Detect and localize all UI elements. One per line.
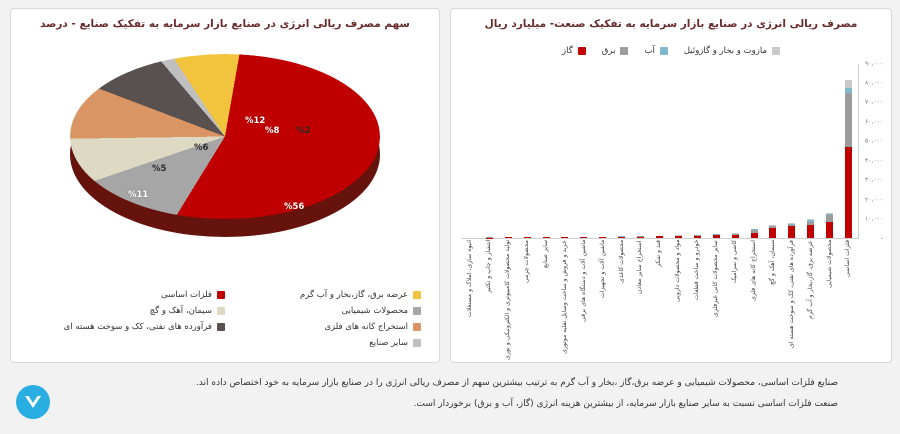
pie-legend-swatch-cement <box>217 307 225 315</box>
bar-chart-legend <box>451 46 891 56</box>
pie-face <box>70 54 380 219</box>
y-axis-ticks <box>859 60 885 243</box>
x-label-column <box>688 240 707 360</box>
x-axis-labels <box>461 240 858 360</box>
bar-segment-گاز <box>713 235 720 237</box>
x-axis-label: استخراج کانه های فلزی <box>749 239 757 301</box>
legend-column-right <box>225 290 421 354</box>
pie-legend-swatch-mining <box>413 323 421 331</box>
legend-label-mazut: مازوت و بخار و گازوئیل <box>683 45 767 56</box>
pie-label-red: %56 <box>284 201 305 212</box>
pie-legend-item-base-metals[interactable] <box>29 290 225 300</box>
charts-row <box>8 8 892 363</box>
legend-column-left <box>29 290 225 354</box>
bar-stack <box>561 237 568 238</box>
bar-stack <box>845 80 852 238</box>
pie-chart-panel <box>10 8 440 363</box>
bar-column[interactable] <box>782 64 801 238</box>
x-axis-label: محصولات شیمیایی <box>825 239 833 289</box>
x-label-column <box>839 240 858 360</box>
bar-segment-برق <box>826 215 833 222</box>
bar-segment-گاز <box>807 225 814 238</box>
x-axis-label: سایر محصولات کانی غیرفلزی <box>712 239 720 317</box>
legend-label-water: آب <box>644 45 655 56</box>
x-axis-label: خرید و فروش و ساخت وسایل نقلیه موتوری <box>560 239 568 354</box>
footer-notes <box>8 371 892 426</box>
bar-column[interactable] <box>763 64 782 238</box>
x-label-column <box>556 240 575 360</box>
pie-graphic <box>70 54 380 244</box>
bar-column[interactable] <box>480 64 499 238</box>
bar-segment-گاز <box>694 236 701 238</box>
bar-stack <box>769 225 776 238</box>
bar-chart-panel <box>450 8 892 363</box>
legend-swatch-water <box>660 47 668 55</box>
bar-column[interactable] <box>650 64 669 238</box>
legend-swatch-mazut <box>772 47 780 55</box>
pie-legend-item-petroleum[interactable] <box>29 322 225 332</box>
bar-segment-گاز <box>826 222 833 237</box>
legend-item-mazut[interactable] <box>684 46 780 56</box>
bar-stack <box>694 235 701 238</box>
x-axis-label: ماشین آلات و دستگاه های برقی <box>579 239 587 323</box>
bar-column[interactable] <box>745 64 764 238</box>
pie-label-cream: %5 <box>152 163 167 174</box>
pie-label-yellow: %12 <box>245 115 266 126</box>
bar-segment-برق <box>845 93 852 147</box>
bar-column[interactable] <box>556 64 575 238</box>
x-axis-label: انبوه سازی، املاک و مستغلات <box>466 239 474 317</box>
bar-series-container <box>461 64 858 238</box>
bar-column[interactable] <box>518 64 537 238</box>
x-label-column <box>782 240 801 360</box>
pie-legend-label-chemicals: محصولات شیمیایی <box>341 305 408 316</box>
x-axis-label: استخراج سایر معادن <box>636 239 644 294</box>
x-label-column <box>574 240 593 360</box>
brand-logo <box>16 385 50 419</box>
x-axis-label: مواد و محصولات دارویی <box>674 239 682 303</box>
pie-legend-label-other: سایر صنایع <box>369 337 408 348</box>
x-label-column <box>612 240 631 360</box>
pie-label-orange: %6 <box>194 142 209 153</box>
x-label-column <box>480 240 499 360</box>
legend-swatch-gas <box>578 47 586 55</box>
pie-slices[interactable] <box>70 54 380 219</box>
pie-legend-swatch-petroleum <box>217 323 225 331</box>
x-label-column <box>499 240 518 360</box>
pie-legend-label-cement: سیمان، آهک و گچ <box>149 305 212 316</box>
bar-stack <box>656 236 663 238</box>
bar-stack <box>713 234 720 237</box>
bar-column[interactable] <box>537 64 556 238</box>
x-axis-line <box>461 238 859 239</box>
y-tick-0: - <box>880 235 883 243</box>
x-axis-label: خودرو و ساخت قطعات <box>693 239 701 300</box>
pie-legend-item-chemicals[interactable] <box>225 306 421 316</box>
bar-segment-گاز <box>788 226 795 237</box>
pie-legend-item-cement[interactable] <box>29 306 225 316</box>
x-axis-label: سیمان، آهک و گچ <box>768 239 776 286</box>
bar-column[interactable] <box>593 64 612 238</box>
legend-item-gas[interactable] <box>562 46 586 56</box>
pie-legend-label-base-metals: فلزات اساسی <box>161 289 212 300</box>
bar-column[interactable] <box>801 64 820 238</box>
y-tick-7: ۷۰,۰۰۰ <box>864 98 883 106</box>
pie-chart-title: سهم مصرف ریالی انرژی در صنایع بازار سرمایه به تفکیک صنایع - درصد <box>40 18 410 30</box>
bar-column[interactable] <box>820 64 839 238</box>
y-tick-8: ۸۰,۰۰۰ <box>864 79 883 87</box>
x-label-column <box>763 240 782 360</box>
y-tick-5: ۵۰,۰۰۰ <box>864 137 883 145</box>
pie-legend-swatch-base-metals <box>217 291 225 299</box>
bar-column[interactable] <box>461 64 480 238</box>
y-tick-1: ۱۰,۰۰۰ <box>864 215 883 223</box>
x-label-column <box>669 240 688 360</box>
bar-segment-گاز <box>618 237 625 238</box>
bar-plot-area <box>457 60 885 360</box>
bar-stack <box>788 223 795 238</box>
legend-swatch-electricity <box>620 47 628 55</box>
y-tick-3: ۳۰,۰۰۰ <box>864 176 883 184</box>
bar-column[interactable] <box>574 64 593 238</box>
bar-column[interactable] <box>839 64 858 238</box>
pie-label-grey-small: %2 <box>296 125 311 136</box>
x-label-column <box>631 240 650 360</box>
pie-legend-label-petroleum: فرآورده های نفتی، کک و سوخت هسته ای <box>63 321 212 332</box>
bar-column[interactable] <box>612 64 631 238</box>
bar-stack <box>543 237 550 238</box>
bar-segment-گاز <box>751 233 758 238</box>
y-tick-2: ۲۰,۰۰۰ <box>864 196 883 204</box>
pie-label-grey: %11 <box>128 189 149 200</box>
y-tick-6: ۶۰,۰۰۰ <box>864 118 883 126</box>
bar-column[interactable] <box>631 64 650 238</box>
bar-segment-گاز <box>656 236 663 237</box>
bar-stack <box>732 233 739 237</box>
legend-item-electricity[interactable] <box>602 46 629 56</box>
x-axis-label: عرضه برق، گاز،بخار و آب گرم <box>806 239 814 319</box>
bar-stack <box>580 237 587 238</box>
pie-chart-legend <box>11 290 439 354</box>
bar-segment-گاز <box>637 237 644 238</box>
pie-legend-item-mining[interactable] <box>225 322 421 332</box>
bar-segment-گاز <box>599 237 606 238</box>
x-label-column <box>461 240 480 360</box>
bar-segment-گاز <box>845 147 852 238</box>
bar-stack <box>826 213 833 238</box>
bar-stack <box>807 219 814 238</box>
x-label-column <box>518 240 537 360</box>
bar-column[interactable] <box>499 64 518 238</box>
x-label-column <box>726 240 745 360</box>
x-axis-label: فلزات اساسی <box>844 239 852 277</box>
bar-stack <box>637 236 644 238</box>
pie-legend-item-electricity-supply[interactable] <box>225 290 421 300</box>
pie-label-darkgrey: %8 <box>265 125 280 136</box>
y-tick-9: ۹۰,۰۰۰ <box>864 60 883 68</box>
pie-legend-label-mining: استخراج کانه های فلزی <box>324 321 408 332</box>
pie-legend-swatch-electricity-supply <box>413 291 421 299</box>
pie-legend-item-other[interactable] <box>225 338 421 348</box>
x-label-column <box>745 240 764 360</box>
x-label-column <box>801 240 820 360</box>
bar-chart-title: مصرف ریالی انرژی در صنایع بازار سرمایه به تفکیک صنعت- میلیارد ریال <box>484 18 858 30</box>
bar-stack <box>618 236 625 237</box>
bar-column[interactable] <box>688 64 707 238</box>
x-label-column <box>650 240 669 360</box>
legend-label-electricity: برق <box>601 45 616 56</box>
footer-line-2: صنعت فلزات اساسی نسبت به سایر صنایع بازار سرمایه، از بیشترین هزینه انرژی (گاز، آب و برق) برخوردار است. <box>413 398 838 409</box>
x-axis-label: محصولات کاغذی <box>617 239 625 283</box>
bar-segment-گاز <box>732 235 739 238</box>
bar-stack <box>675 235 682 237</box>
bar-segment-مازوت و بخار و گازوئیل <box>845 80 852 88</box>
x-axis-label: کاشی و سرامیک <box>731 239 738 283</box>
bar-column[interactable] <box>669 64 688 238</box>
x-label-column <box>593 240 612 360</box>
footer-line-1: صنایع فلزات اساسی، محصولات شیمیایی و عرضه برق،گاز ،بخار و آب گرم به ترتیب بیشترین سهم از مصرف ریالی انرژی را در صنایع بازار سرمایه به خود اختصاص داده اند. <box>195 377 838 388</box>
pie-legend-swatch-chemicals <box>413 307 421 315</box>
bar-column[interactable] <box>707 64 726 238</box>
x-axis-label: فرآورده های نفتی، کک و سوخت هسته ای <box>787 239 795 348</box>
x-label-column <box>707 240 726 360</box>
bar-stack <box>751 229 758 238</box>
x-axis-label: تولید محصولات کامپیوتری و الکترونیکی و نوری <box>504 239 512 360</box>
x-axis-label: قند و شکر <box>655 239 663 267</box>
y-tick-4: ۴۰,۰۰۰ <box>864 157 883 165</box>
bar-segment-گاز <box>769 228 776 237</box>
tse-logo-icon <box>22 391 44 413</box>
legend-label-gas: گاز <box>562 45 573 56</box>
pie-legend-label-electricity-supply: عرضه برق، گاز،بخار و آب گرم <box>300 289 408 300</box>
legend-item-water[interactable] <box>644 46 667 56</box>
x-axis-label: سایر صنایع <box>541 239 549 268</box>
x-label-column <box>537 240 556 360</box>
pie-plot-area <box>11 32 439 257</box>
x-axis-label: ماشین آلات و تجهیزات <box>598 239 606 298</box>
bar-segment-گاز <box>675 236 682 237</box>
bar-stack <box>599 237 606 238</box>
pie-legend-swatch-other <box>413 339 421 347</box>
bar-segment-گاز <box>580 237 587 238</box>
x-axis-label: محصولات چرمی <box>523 239 531 283</box>
x-label-column <box>820 240 839 360</box>
x-axis-label: انتشار و چاپ و تکثیر <box>485 239 493 294</box>
bar-column[interactable] <box>726 64 745 238</box>
